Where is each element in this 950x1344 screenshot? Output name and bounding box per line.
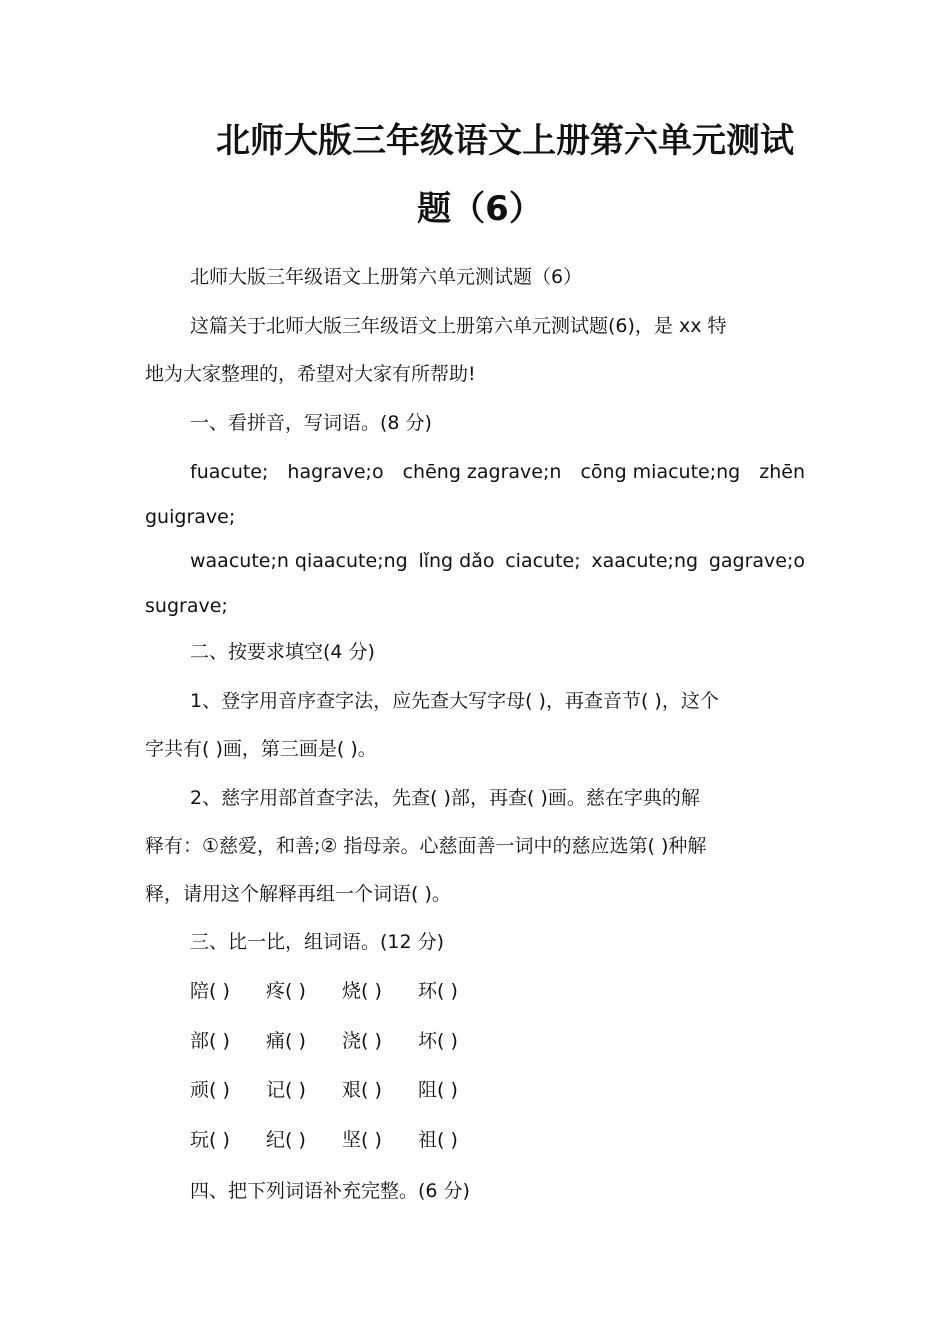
question-2-line-1: 2、慈字用部首查字法，先查( )部，再查( )画。慈在字典的解 xyxy=(190,787,700,809)
pinyin-item: hagrave;o xyxy=(287,461,384,483)
intro-paragraph-line-1: 这篇关于北师大版三年级语文上册第六单元测试题(6)，是 xx 特 xyxy=(190,315,727,337)
question-2-line-2: 释有：①慈爱，和善;② 指母亲。心慈面善一词中的慈应选第( )种解 xyxy=(145,835,707,857)
compare-row xyxy=(190,1077,494,1103)
compare-item: 环( ) xyxy=(418,980,458,1002)
document-title-line-1: 北师大版三年级语文上册第六单元测试 xyxy=(216,121,794,161)
pinyin-row-1-continued: guigrave; xyxy=(145,506,236,528)
compare-item: 坚( ) xyxy=(342,1129,382,1151)
compare-item: 记( ) xyxy=(266,1079,306,1101)
compare-row xyxy=(190,978,494,1004)
compare-row xyxy=(190,1127,494,1153)
compare-item: 疼( ) xyxy=(266,980,306,1002)
compare-item: 阻( ) xyxy=(418,1079,458,1101)
pinyin-item: xaacute;ng xyxy=(591,550,699,572)
pinyin-item: ciacute; xyxy=(505,550,581,572)
pinyin-item: zhēn xyxy=(759,461,805,483)
pinyin-item: chēng zagrave;n xyxy=(402,461,562,483)
compare-item: 祖( ) xyxy=(418,1129,458,1151)
section-1-heading: 一、看拼音，写词语。(8 分) xyxy=(190,412,432,434)
pinyin-row-2-continued: sugrave; xyxy=(145,595,228,617)
compare-item: 纪( ) xyxy=(266,1129,306,1151)
pinyin-row-1 xyxy=(190,459,805,485)
question-1-line-2: 字共有( )画，第三画是( )。 xyxy=(145,738,377,760)
subtitle: 北师大版三年级语文上册第六单元测试题（6） xyxy=(190,266,583,288)
pinyin-item: gagrave;o xyxy=(708,550,805,572)
compare-item: 浇( ) xyxy=(342,1030,382,1052)
pinyin-item: waacute;n qiaacute;ng xyxy=(190,550,408,572)
compare-item: 烧( ) xyxy=(342,980,382,1002)
compare-item: 玩( ) xyxy=(190,1129,230,1151)
question-2-line-3: 释，请用这个解释再组一个词语( )。 xyxy=(145,883,451,905)
intro-paragraph-line-2: 地为大家整理的，希望对大家有所帮助! xyxy=(145,363,476,385)
document-title-line-2: 题（6） xyxy=(417,189,543,229)
pinyin-item: lǐng dǎo xyxy=(418,550,495,572)
question-1-line-1: 1、登字用音序查字法，应先查大写字母( )，再查音节( )，这个 xyxy=(190,690,719,712)
pinyin-row-2 xyxy=(190,548,805,574)
section-2-heading: 二、按要求填空(4 分) xyxy=(190,641,375,663)
section-4-heading: 四、把下列词语补充完整。(6 分) xyxy=(190,1180,470,1202)
pinyin-item: cōng miacute;ng xyxy=(580,461,741,483)
compare-item: 艰( ) xyxy=(342,1079,382,1101)
compare-item: 坏( ) xyxy=(418,1030,458,1052)
compare-item: 顽( ) xyxy=(190,1079,230,1101)
pinyin-item: fuacute; xyxy=(190,461,269,483)
section-3-heading: 三、比一比，组词语。(12 分) xyxy=(190,931,445,953)
compare-item: 陪( ) xyxy=(190,980,230,1002)
compare-item: 痛( ) xyxy=(266,1030,306,1052)
compare-item: 部( ) xyxy=(190,1030,230,1052)
compare-row xyxy=(190,1028,494,1054)
